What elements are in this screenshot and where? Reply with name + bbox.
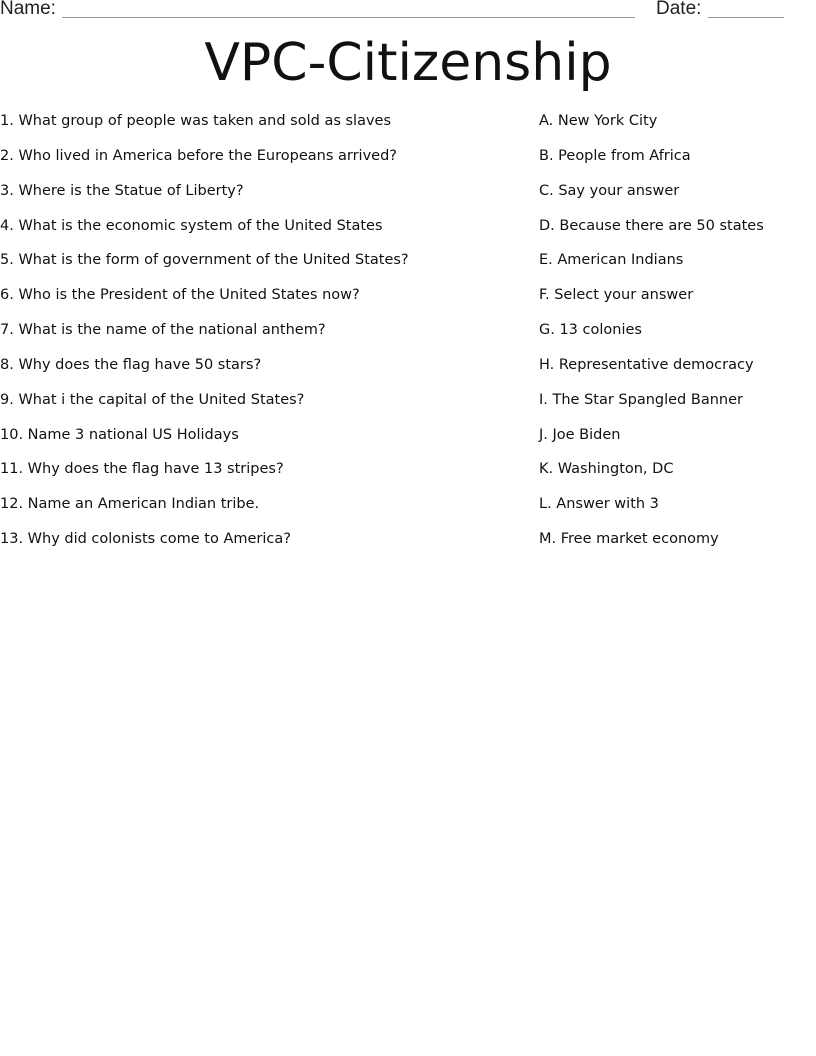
answer-item: E. American Indians — [539, 252, 684, 269]
answer-item: J. Joe Biden — [539, 426, 621, 443]
answer-item: D. Because there are 50 states — [539, 217, 764, 234]
answer-item: M. Free market economy — [539, 531, 719, 548]
answer-item: C. Say your answer — [539, 182, 680, 199]
answer-item: K. Washington, DC — [539, 461, 674, 478]
question-item: 1. What group of people was taken and sold as slaves — [0, 113, 392, 129]
date-blank-line — [708, 17, 784, 18]
name-blank-line — [62, 17, 635, 18]
question-item: 12. Name an American Indian tribe. — [0, 496, 260, 513]
question-item: 5. What is the form of government of the United States? — [0, 252, 409, 269]
answer-item: B. People from Africa — [539, 147, 691, 164]
question-item: 13. Why did colonists come to America? — [0, 531, 291, 548]
question-item: 4. What is the economic system of the United States — [0, 217, 383, 234]
question-item: 7. What is the name of the national anthem? — [0, 322, 326, 339]
question-item: 11. Why does the flag have 13 stripes? — [0, 461, 284, 478]
answer-item: A. New York City — [539, 113, 658, 129]
worksheet-header — [0, 0, 816, 24]
question-item: 2. Who lived in America before the Europeans arrived? — [0, 147, 397, 164]
date-label: Date: — [656, 0, 702, 19]
answer-item: I. The Star Spangled Banner — [539, 391, 743, 408]
question-item: 8. Why does the flag have 50 stars? — [0, 356, 262, 373]
name-label: Name: — [0, 0, 56, 19]
answer-item: H. Representative democracy — [539, 356, 754, 373]
answer-item: L. Answer with 3 — [539, 496, 659, 513]
question-item: 10. Name 3 national US Holidays — [0, 426, 239, 443]
answer-item: G. 13 colonies — [539, 322, 642, 339]
worksheet-title: VPC-Citizenship — [204, 33, 612, 93]
answers-list — [539, 110, 816, 563]
question-item: 9. What i the capital of the United States? — [0, 391, 305, 408]
question-item: 3. Where is the Statue of Liberty? — [0, 182, 244, 199]
questions-list — [0, 110, 520, 563]
answer-item: F. Select your answer — [539, 287, 694, 304]
question-item: 6. Who is the President of the United States now? — [0, 287, 360, 304]
